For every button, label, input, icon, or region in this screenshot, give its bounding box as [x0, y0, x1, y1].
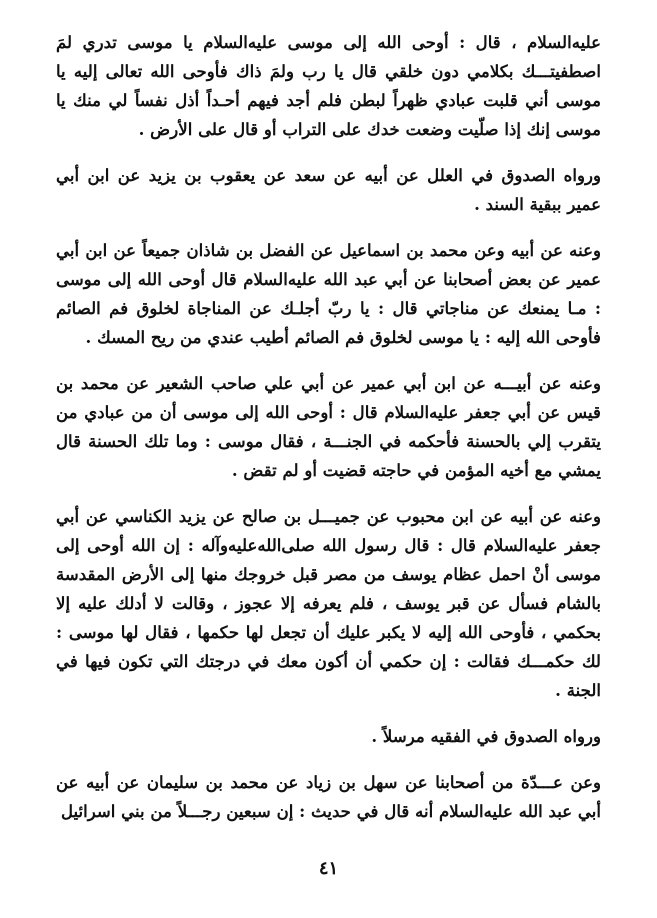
paragraph: وعنه عن أبيـــه عن ابن أبي عمير عن أبي علي صاحب الشعير عن محمد بن قيس عن أبي جعفر عليه‌السلام قال : أوحى الله إلى موسى أن من عبادي من يتقرب إلي بالحسنة فأحكمه في الجنـــة ، فقال موسى : وما تلك الحسنة قال يمشي مع أخيه المؤمن في حاجته قضيت أو لم تقض . [56, 373, 601, 480]
paragraph: وعنه عن أبيه وعن محمد بن اسماعيل عن الفضل بن شاذان جميعاً عن ابن أبي عمير عن بعض أصحابنا عن أبي عبد الله عليه‌السلام قال أوحى الله إلى موسى : مـا يمنعك عن مناجاتي قال : يا ربّ أجلـك عن المناجاة لخلوق فم الصائم فأوحى الله إليه : يا موسى لخلوق فم الصائم أطيب عندي من ريح المسك . [56, 240, 601, 347]
page-body [56, 28, 601, 826]
paragraph: عليه‌السلام ، قال : أوحى الله إلى موسى عليه‌السلام يا موسى تدري لمَ اصطفيتـــك بكلامي دون خلقي قال يا رب ولمَ ذاك فأوحى الله تعالى إليه يا موسى أني قلبت عبادي ظهراً لبطن فلم أجد فيهم أحـداً أذل نفساً لي منك يا موسى إنك إذا صلّيت وضعت خدك على التراب أو قال على الأرض . [56, 32, 601, 139]
paragraph: ورواه الصدوق في الفقيه مرسلاً . [371, 726, 601, 746]
page-number: ٤١ [318, 858, 339, 879]
paragraph: ورواه الصدوق في العلل عن أبيه عن سعد عن يعقوب بن يزيد عن ابن أبي عمير ببقية السند . [56, 165, 601, 214]
paragraph: وعنه عن أبيه عن ابن محبوب عن جميـــل بن صالح عن يزيد الكناسي عن أبي جعفر عليه‌السلام قال : قال رسول الله صلى‌الله‌عليه‌وآله : إن الله أوحى إلى موسى أنْ احمل عظام يوسف من مصر قبل خروجك منها إلى الأرض المقدسة بالشام فسأل عن قبر يوسف ، فلم يعرفه إلا عجوز ، وقالت لا أدلك عليه إلا بحكمي ، فأوحى الله إليه لا يكبر عليك أن تجعل لها حكمها ، فقال لها موسى : لك حكمـــك فقالت : إن حكمي أن أكون معك في درجتك التي تكون فيها في الجنة . [56, 506, 601, 700]
paragraph: وعن عـــدّة من أصحابنا عن سهل بن زياد عن محمد بن سليمان عن أبيه عن أبي عبد الله عليه‌السلام أنه قال في حديث : إن سبعين رجـــلاً من بني اسرائيل [56, 772, 601, 821]
